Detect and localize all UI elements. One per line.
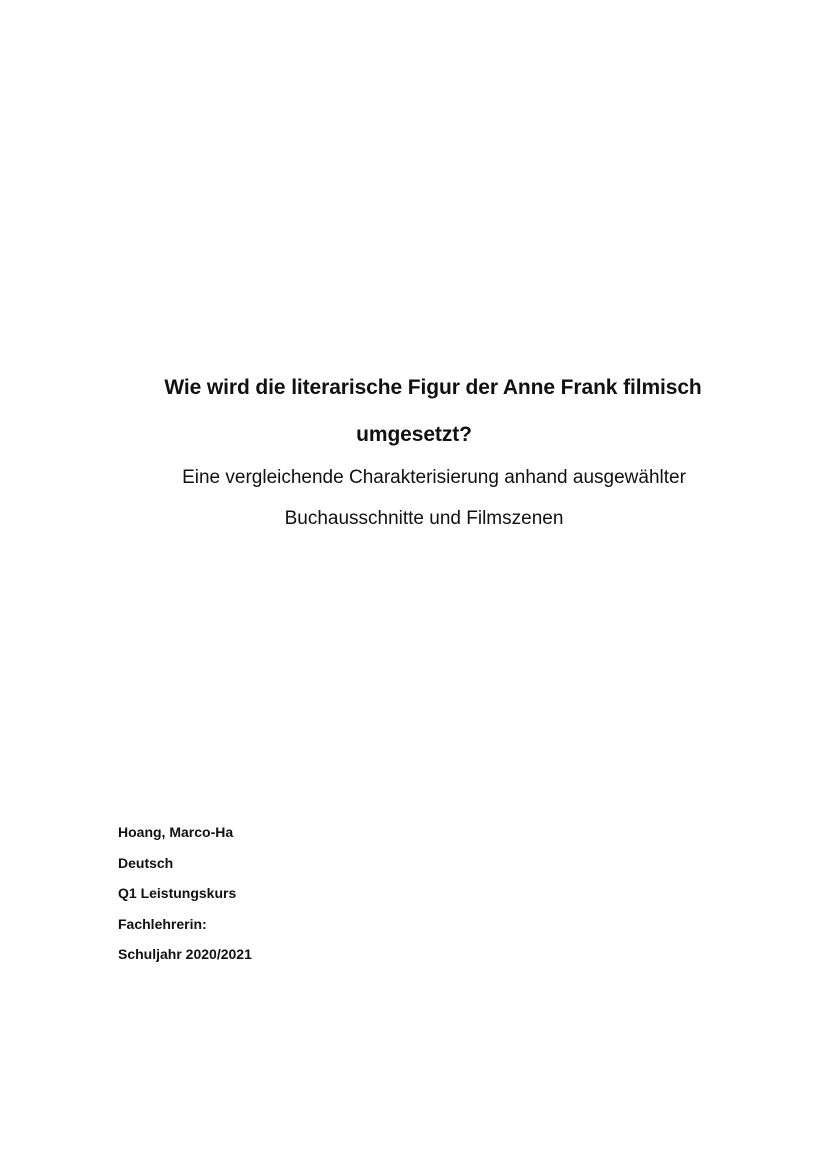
author-info-block — [118, 822, 252, 975]
school-year: Schuljahr 2020/2021 — [118, 946, 252, 962]
teacher-label: Fachlehrerin: — [118, 915, 207, 932]
subtitle-line-2: Buchausschnitte und Filmszenen — [284, 508, 564, 529]
subject: Deutsch — [118, 854, 174, 871]
title-line-2: umgesetzt? — [356, 423, 472, 446]
subtitle-line-1: Eine vergleichende Charakterisierung anhand ausgewählter — [182, 467, 686, 488]
title-line-1: Wie wird die literarische Figur der Anne Frank filmisch — [164, 376, 702, 399]
author-name: Hoang, Marco-Ha — [118, 824, 234, 840]
course: Q1 Leistungskurs — [118, 885, 237, 901]
